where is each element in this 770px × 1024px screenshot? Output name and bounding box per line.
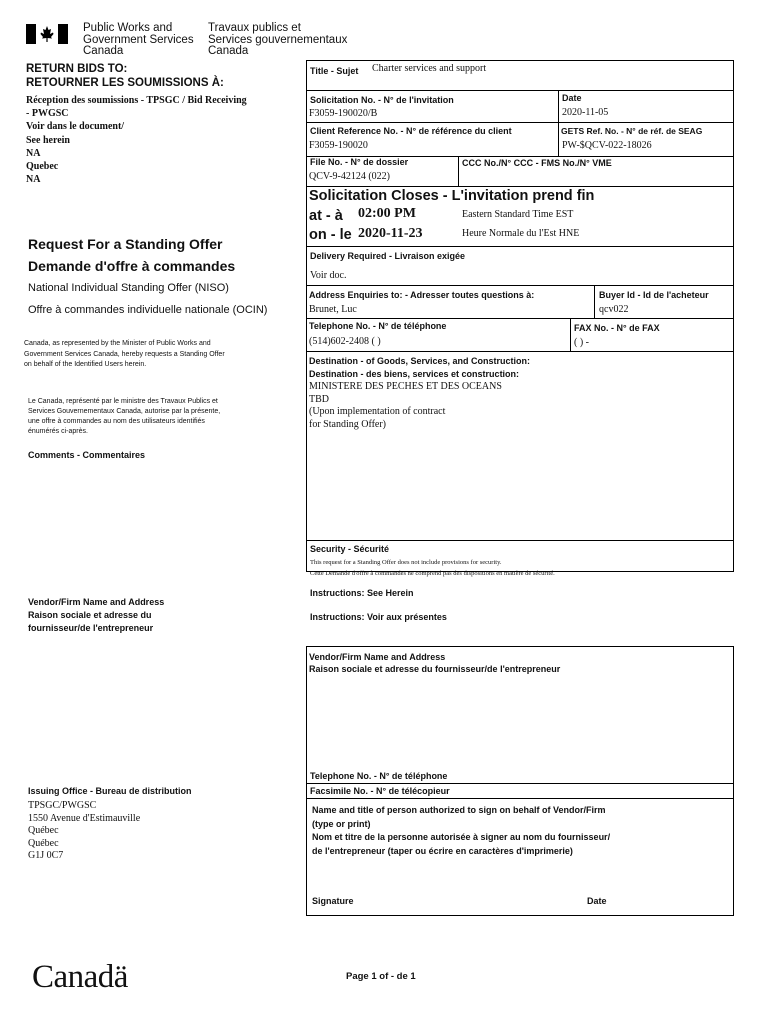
destination-label: Destination - of Goods, Services, and Construction: Destination - des biens, services et construction: [309, 356, 531, 379]
column-divider [570, 318, 571, 351]
issuing-office-address: TPSGC/PWGSC 1550 Avenue d'Estimauville Québec Québec G1J 0C7 [28, 800, 141, 861]
row-divider [306, 783, 734, 784]
destination-value: MINISTERE DES PECHES ET DES OCEANS TBD (Upon implementation of contract for Standing Offer) [309, 381, 502, 430]
delivery-label: Delivery Required - Livraison exigée [310, 251, 466, 261]
file-no-label: File No. - N° de dossier [310, 157, 409, 167]
return-address: Réception des soumissions - TPSGC / Bid Receiving - PWGSC Voir dans le document/ See herein NA Quebec NA [26, 95, 247, 186]
security-text: This request for a Standing Offer does not include provisions for security. Cette Demande d'offre à commandes ne comprend pas des dispositions en matière de sécurité. [310, 559, 555, 577]
department-name-french: Travaux publics et Services gouvernementaux Canada [208, 22, 348, 57]
canada-flag-icon [26, 24, 68, 44]
security-label: Security - Sécurité [310, 544, 390, 554]
title-value: Charter services and support [372, 63, 487, 74]
canada-request-english: Canada, as represented by the Minister of Public Works and Government Services Canada, hereby requests a Standing Offer on behalf of the Identified Users herein. [24, 340, 225, 368]
column-divider [458, 156, 459, 186]
solicitation-form-box [306, 60, 734, 572]
rfso-title-english: Request For a Standing Offer [28, 236, 223, 252]
signature-date-label: Date [587, 896, 607, 906]
niso-english: National Individual Standing Offer (NISO) [28, 282, 229, 294]
row-divider [306, 90, 734, 91]
issuing-office-label: Issuing Office - Bureau de distribution [28, 786, 192, 796]
row-divider [306, 351, 734, 352]
vendor-facsimile-label: Facsimile No. - N° de télécopieur [310, 786, 450, 796]
solicitation-value: F3059-190020/B [309, 108, 378, 119]
enquiries-label: Address Enquiries to: - Adresser toutes questions à: [309, 290, 535, 300]
vendor-label-left: Vendor/Firm Name and Address Raison sociale et adresse du fournisseur/de l'entrepreneur [28, 597, 165, 633]
timezone-french: Heure Normale du l'Est HNE [462, 228, 580, 239]
instructions-english: Instructions: See Herein [310, 588, 414, 598]
row-divider [306, 798, 734, 799]
gets-ref-label: GETS Ref. No. - N° de réf. de SEAG [561, 126, 703, 136]
column-divider [558, 90, 559, 156]
timezone-english: Eastern Standard Time EST [462, 209, 574, 220]
row-divider [306, 540, 734, 541]
vendor-telephone-label: Telephone No. - N° de téléphone [310, 771, 448, 781]
row-divider [306, 122, 734, 123]
title-label: Title - Sujet [310, 66, 359, 76]
row-divider [306, 246, 734, 247]
closing-time: 02:00 PM [358, 206, 416, 221]
file-no-value: QCV-9-42124 (022) [309, 171, 391, 182]
row-divider [306, 186, 734, 187]
row-divider [306, 318, 734, 319]
client-ref-value: F3059-190020 [309, 140, 368, 151]
telephone-value: (514)602-2408 ( ) [309, 336, 381, 347]
rfso-title-french: Demande d'offre à commandes [28, 258, 236, 274]
buyer-id-label: Buyer Id - Id de l'acheteur [599, 290, 709, 300]
authorized-person-label: Name and title of person authorized to sign on behalf of Vendor/Firm (type or print) Nom et titre de la personne autorisée à signer au nom du fournisseur/ de l'entrepreneur (taper ou écrire en caractères d'imprimerie) [312, 805, 611, 856]
delivery-value: Voir doc. [310, 270, 347, 281]
buyer-id-value: qcv022 [599, 304, 629, 315]
signature-label: Signature [312, 896, 354, 906]
column-divider [594, 285, 595, 318]
closing-date: 2020-11-23 [358, 226, 423, 241]
authorized-person-field[interactable] [310, 862, 730, 890]
niso-french: Offre à commandes individuelle nationale (OCIN) [28, 304, 268, 316]
on-label: on - le [309, 227, 352, 243]
gets-ref-value: PW-$QCV-022-18026 [562, 140, 652, 151]
solicitation-label: Solicitation No. - N° de l'invitation [310, 95, 454, 105]
canada-request-french: Le Canada, représenté par le ministre des Travaux Publics et Services Gouvernementaux Canada, autorise par la présente, une offre à commandes au nom des utilisateurs identifiés énumérés ci-après. [28, 398, 221, 435]
at-label: at - à [309, 208, 343, 224]
canada-wordmark-logo: Canadä [32, 959, 128, 995]
fax-label: FAX No. - N° de FAX [574, 323, 660, 333]
solicitation-closes-title: Solicitation Closes - L'invitation prend fin [309, 188, 595, 204]
client-ref-label: Client Reference No. - N° de référence du client [310, 126, 512, 136]
enquiries-value: Brunet, Luc [309, 304, 357, 315]
return-bids-title: RETURN BIDS TO: RETOURNER LES SOUMISSIONS À: [26, 63, 224, 89]
date-label: Date [562, 93, 582, 103]
date-value: 2020-11-05 [562, 107, 609, 118]
vendor-box-label: Vendor/Firm Name and Address Raison sociale et adresse du fournisseur/de l'entrepreneur [309, 652, 561, 674]
fax-value: ( ) - [574, 337, 589, 348]
vendor-name-address-field[interactable] [310, 678, 730, 766]
page-number: Page 1 of - de 1 [346, 971, 416, 982]
instructions-french: Instructions: Voir aux présentes [310, 612, 447, 622]
department-name-english: Public Works and Government Services Canada [83, 22, 194, 57]
comments-label: Comments - Commentaires [28, 450, 146, 460]
row-divider [306, 285, 734, 286]
telephone-label: Telephone No. - N° de téléphone [309, 321, 447, 331]
ccc-label: CCC No./N° CCC - FMS No./N° VME [462, 158, 612, 168]
